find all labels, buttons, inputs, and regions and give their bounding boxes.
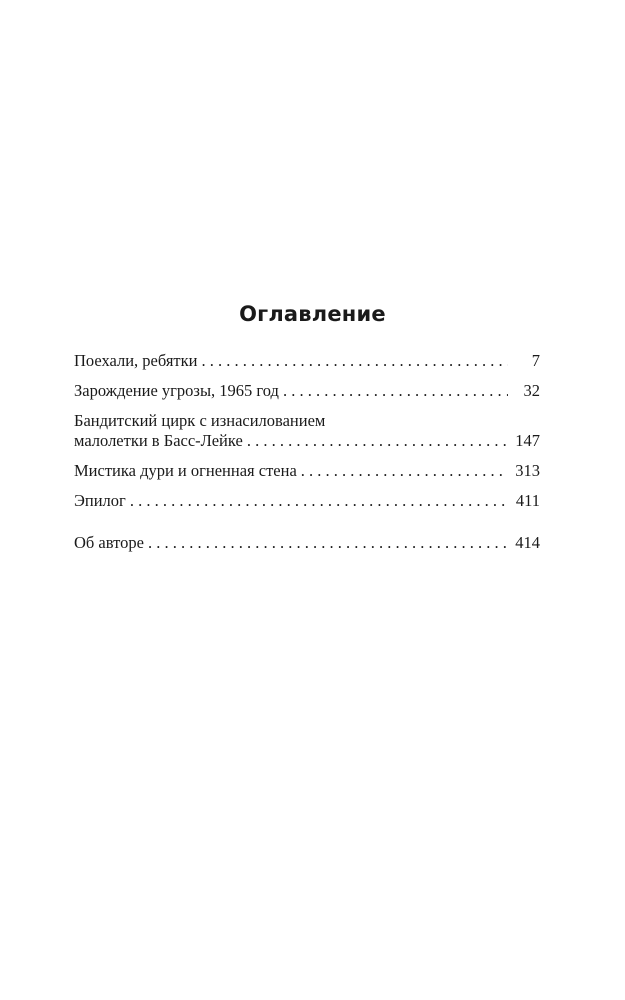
toc-entry <box>74 533 540 553</box>
toc-entry-title: Эпилог <box>74 491 126 510</box>
toc-entry-page: 411 <box>515 491 540 510</box>
toc-entry-line <box>74 381 540 401</box>
toc-entry-title-line-2: малолетки в Басс-Лейке <box>74 431 243 450</box>
toc-entry <box>74 381 540 401</box>
toc-entry-line <box>74 491 540 511</box>
toc-entry <box>74 351 540 371</box>
toc-entry-title: Об авторе <box>74 533 144 552</box>
dot-leader <box>130 491 508 511</box>
toc-entry-page: 32 <box>523 381 540 400</box>
toc-entry <box>74 461 540 481</box>
toc-entry-title: Зарождение угрозы, 1965 год <box>74 381 279 400</box>
toc-entry-line <box>74 461 540 481</box>
toc-entry-page: 313 <box>515 461 540 480</box>
toc-entry-line <box>74 351 540 371</box>
toc-entry-line <box>74 411 540 431</box>
dot-leader <box>301 461 508 481</box>
dot-leader <box>247 431 508 451</box>
table-of-contents <box>74 351 540 553</box>
toc-entry-line <box>74 431 540 451</box>
toc-entry-page: 7 <box>531 351 540 370</box>
toc-entry-title: Мистика дури и огненная стена <box>74 461 297 480</box>
toc-entry-page: 147 <box>515 431 540 450</box>
toc-entry-line <box>74 533 540 553</box>
toc-heading: Оглавление <box>239 302 386 326</box>
dot-leader <box>283 381 508 401</box>
toc-entry-title-line-1: Бандитский цирк с изнасилованием <box>74 411 326 430</box>
toc-entry <box>74 491 540 511</box>
dot-leader <box>148 533 508 553</box>
toc-entry <box>74 411 540 451</box>
dot-leader <box>202 351 509 371</box>
toc-entry-title: Поехали, ребятки <box>74 351 198 370</box>
toc-entry-page: 414 <box>515 533 540 552</box>
